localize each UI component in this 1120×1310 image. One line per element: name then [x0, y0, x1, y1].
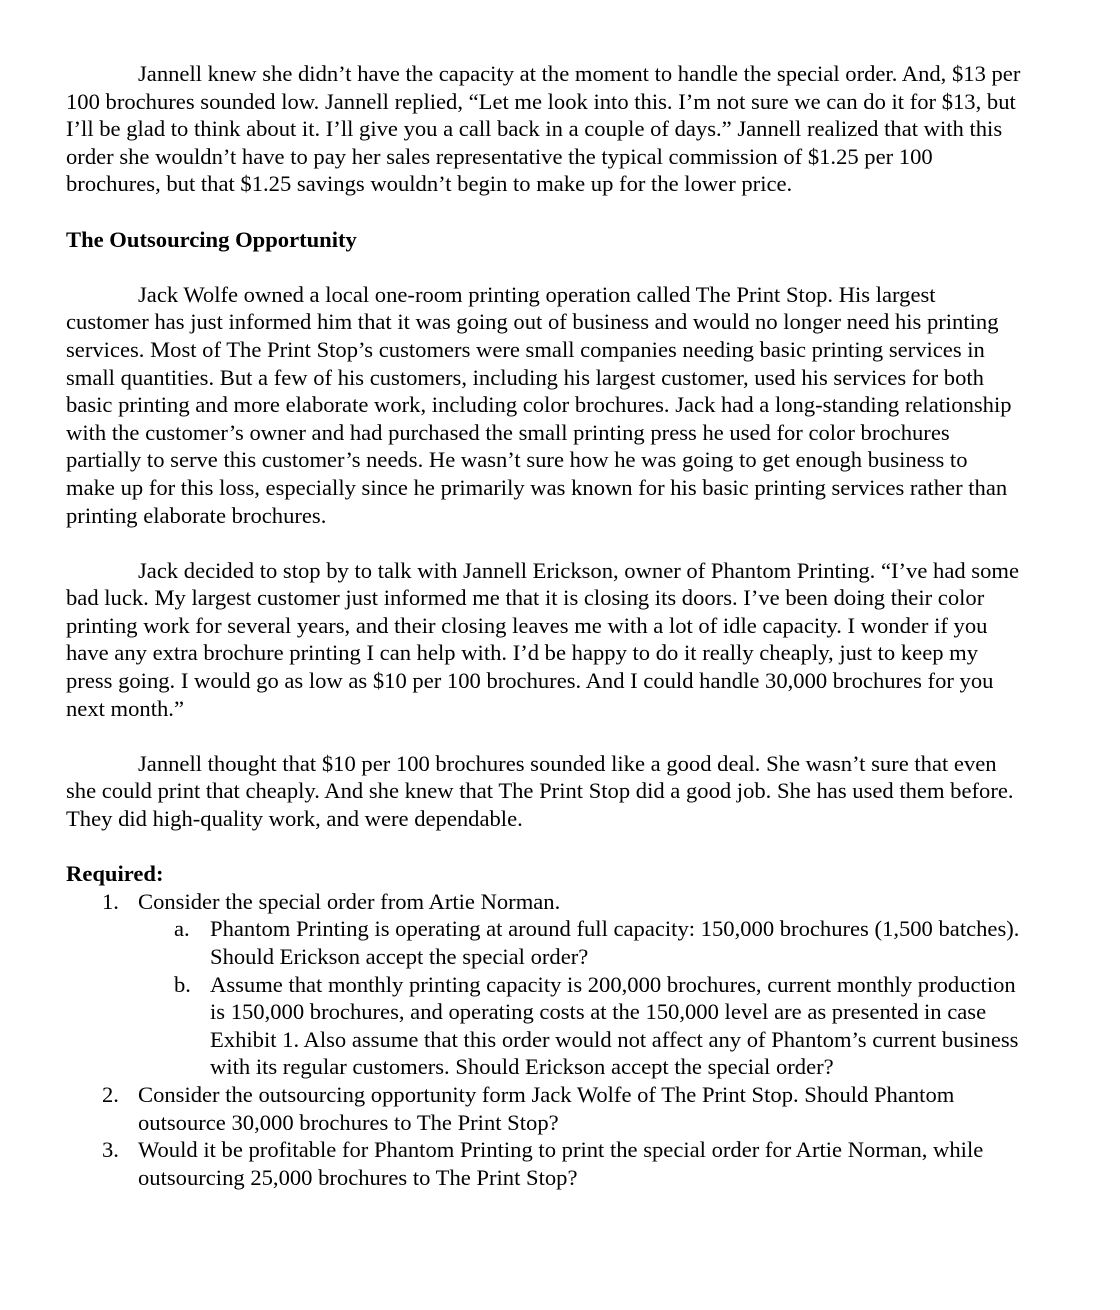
spacer [66, 722, 1021, 750]
item-text: Consider the special order from Artie Norman. [138, 888, 561, 914]
paragraph-jack-wolfe: Jack Wolfe owned a local one-room printing operation called The Print Stop. His largest customer has just informed him that it was going out of business and would no longer need his printing services. Most of The Print Stop’s customers were small companies needing basic printing services in small quantities. But a few of his customers, including his largest customer, used his services for both basic printing and more elaborate work, including color brochures. Jack had a long-standing relationship with the customer’s owner and had purchased the small printing press he used for color brochures partially to serve this customer’s needs. He wasn’t sure how he was going to get enough business to make up for this loss, especially since he primarily was known for his basic printing services rather than printing elaborate brochures. [66, 281, 1012, 528]
spacer [66, 253, 1021, 281]
paragraph-jannell-thought: Jannell thought that $10 per 100 brochures sounded like a good deal. She wasn’t sure that even she could print that cheaply. And she knew that The Print Stop did a good job. She has used them before. They did high-quality work, and were dependable. [66, 750, 1014, 832]
item-number: 1. [102, 888, 119, 914]
spacer [66, 833, 1021, 861]
paragraph-jack-visit: Jack decided to stop by to talk with Jannell Erickson, owner of Phantom Printing. “I’ve had some bad luck. My largest customer just informed me that it is closing its doors. I’ve been doing their color printing work for several years, and their closing leaves me with a lot of idle capacity. I wonder if you have any extra brochure printing I can help with. I’d be happy to do it really cheaply, just to keep my press going. I would go as low as $10 per 100 brochures. And I could handle 30,000 brochures for you next month.” [66, 557, 1019, 721]
required-item-2 [66, 1081, 1021, 1136]
document-page [66, 60, 1021, 1191]
subitem-text: Phantom Printing is operating at around full capacity: 150,000 brochures (1,500 batches). Should Erickson accept the special order? [210, 916, 1020, 969]
required-title: Required: [66, 861, 164, 887]
item-text: Would it be profitable for Phantom Printing to print the special order for Artie Norman, while outsourcing 25,000 brochures to The Print Stop? [138, 1137, 984, 1190]
required-item-3 [66, 1136, 1021, 1191]
spacer [66, 529, 1021, 557]
subitem-letter: a. [174, 916, 190, 942]
item-text: Consider the outsourcing opportunity form Jack Wolfe of The Print Stop. Should Phantom outsource 30,000 brochures to The Print Stop? [138, 1081, 955, 1135]
subitem-text: Assume that monthly printing capacity is 200,000 brochures, current monthly production is 150,000 brochures, and operating costs at the 150,000 level are as presented in case Exhibit 1. Also assume that this order would not affect any of Phantom’s current business with its regular customers. Should Erickson accept the special order? [210, 971, 1019, 1080]
item-number: 3. [102, 1137, 119, 1163]
paragraph-special-order: Jannell knew she didn’t have the capacity at the moment to handle the special order. And, $13 per 100 brochures sounded low. Jannell replied, “Let me look into this. I’m not sure we can do it for $13, but I’ll be glad to think about it. I’ll give you a call back in a couple of days.” Jannell realized that with this order she wouldn’t have to pay her sales representative the typical commission of $1.25 per 100 brochures, but that $1.25 savings wouldn’t begin to make up for the lower price. [66, 61, 1021, 197]
required-item-1 [66, 888, 1021, 1081]
section-heading: The Outsourcing Opportunity [66, 226, 357, 252]
required-list [66, 888, 1021, 1192]
subitem-letter: b. [174, 971, 191, 997]
spacer [66, 198, 1021, 226]
required-subitem-b [138, 971, 1021, 1081]
item-number: 2. [102, 1081, 119, 1107]
required-subitem-a [138, 915, 1021, 970]
subitem-list [138, 915, 1021, 1081]
